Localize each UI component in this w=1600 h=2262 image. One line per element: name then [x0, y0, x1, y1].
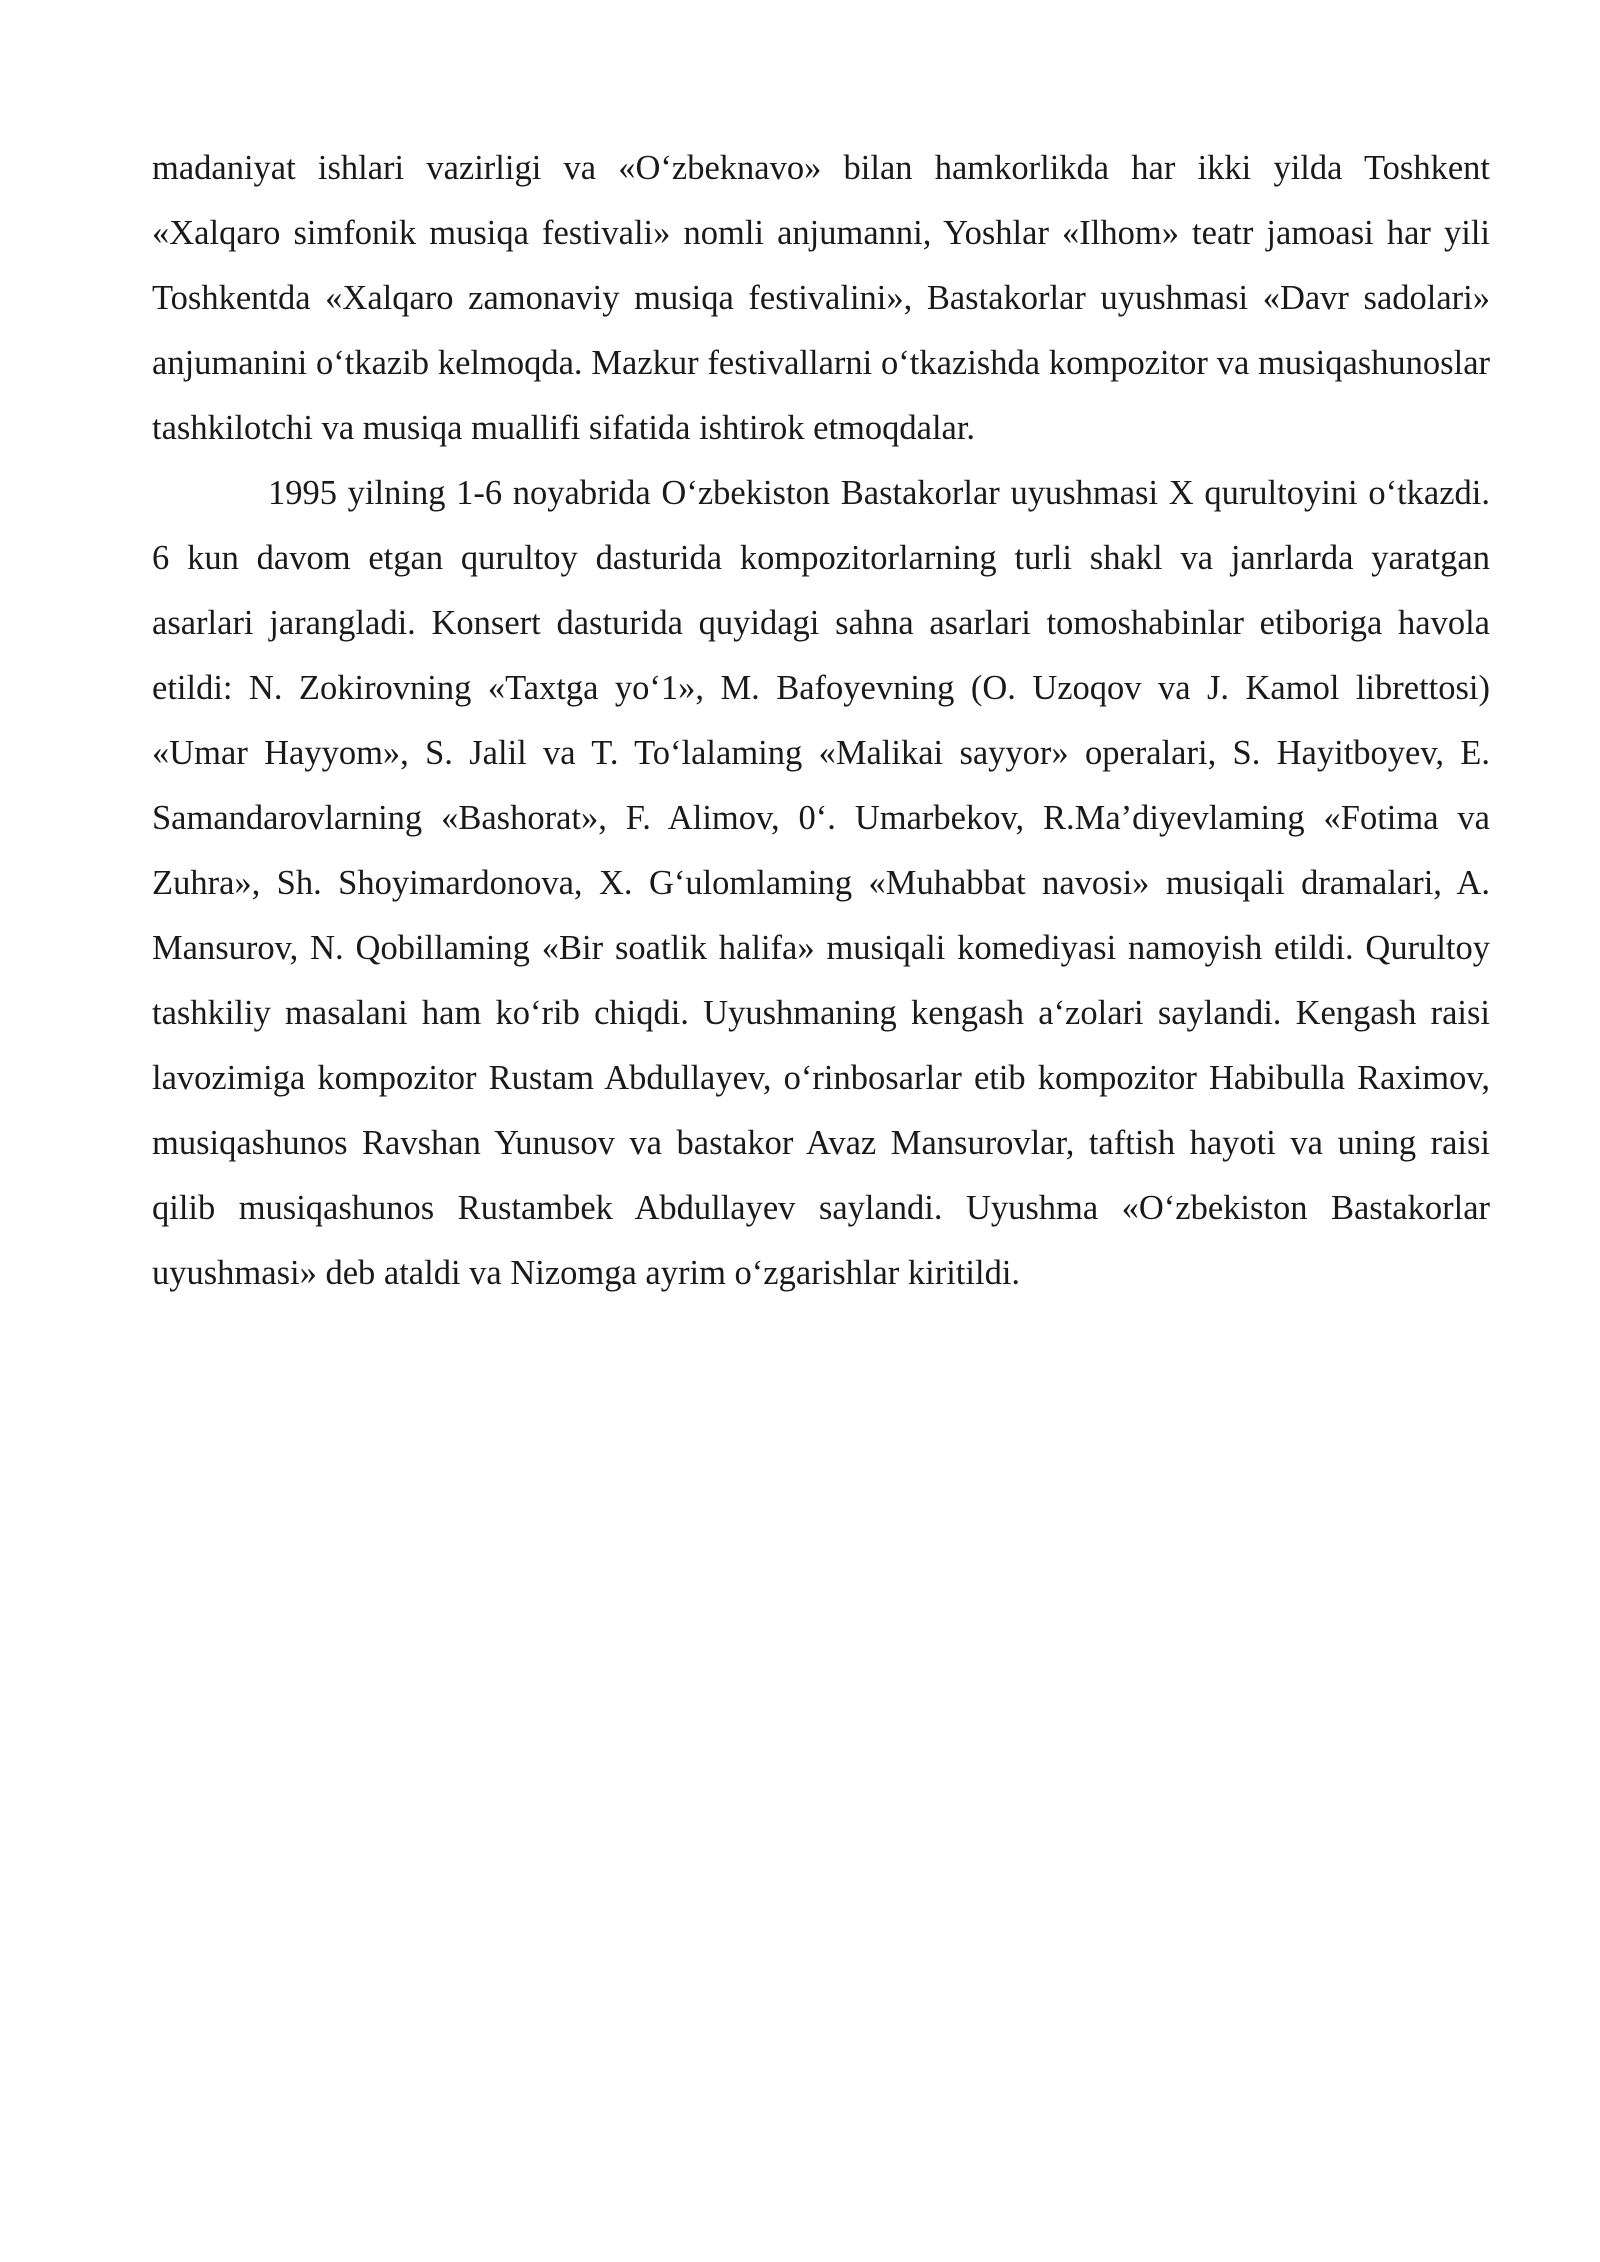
- paragraph-continuation: madaniyat ishlari vazirligi va «Oʻzbeknavo» bilan hamkorlikda har ikki yilda Toshkent «Xalqaro simfonik musiqa festivali» nomli anjumanni, Yoshlar «Ilhom» teatr jamoasi har yili Toshkentda «Xalqaro zamonaviy musiqa festivalini», Bastakorlar uyushmasi «Davr sadolari» anjumanini oʻtkazib kelmoqda. Mazkur festivallarni oʻtkazishda kompozitor va musiqashunoslar tashkilotchi va musiqa muallifi sifatida ishtirok etmoqdalar.: [152, 149, 1490, 447]
- paragraph-congress-1995: 1995 yilning 1-6 noyabrida Oʻzbekiston Bastakorlar uyushmasi X qurultoyini oʻtkazdi. 6 kun davom etgan qurultoy dasturida kompozitorlarning turli shakl va janrlarda yaratgan asarlari jarangladi. Konsert dasturida quyidagi sahna asarlari tomoshabinlar etiboriga havola etildi: N. Zokirovning «Taxtga yoʻ1», M. Bafoyevning (O. Uzoqov va J. Kamol librettosi) «Umar Hayyom», S. Jalil va T. Toʻlalaming «Malikai sayyor» operalari, S. Hayitboyev, E. Samandarovlarning «Bashorat», F. Alimov, 0ʻ. Umarbekov, R.Ma’diyevlaming «Fotima va Zuhra», Sh. Shoyimardonova, X. Gʻulomlaming «Muhabbat navosi» musiqali dramalari, A. Mansurov, N. Qobillaming «Bir soatlik halifa» musiqali komediyasi namoyish etildi. Qurultoy tashkiliy masalani ham koʻrib chiqdi. Uyushmaning kengash aʻzolari saylandi. Kengash raisi lavozimiga kompozitor Rustam Abdullayev, oʻrinbosarlar etib kompozitor Habibulla Raximov, musiqashunos Ravshan Yunusov va bastakor Avaz Mansurovlar, taftish hayoti va uning raisi qilib musiqashunos Rustambek Abdullayev saylandi. Uyushma «Oʻzbekiston Bastakorlar uyushmasi» deb ataldi va Nizomga ayrim oʻzgarishlar kiritildi.: [152, 474, 1490, 1292]
- body-text: [152, 136, 1490, 1306]
